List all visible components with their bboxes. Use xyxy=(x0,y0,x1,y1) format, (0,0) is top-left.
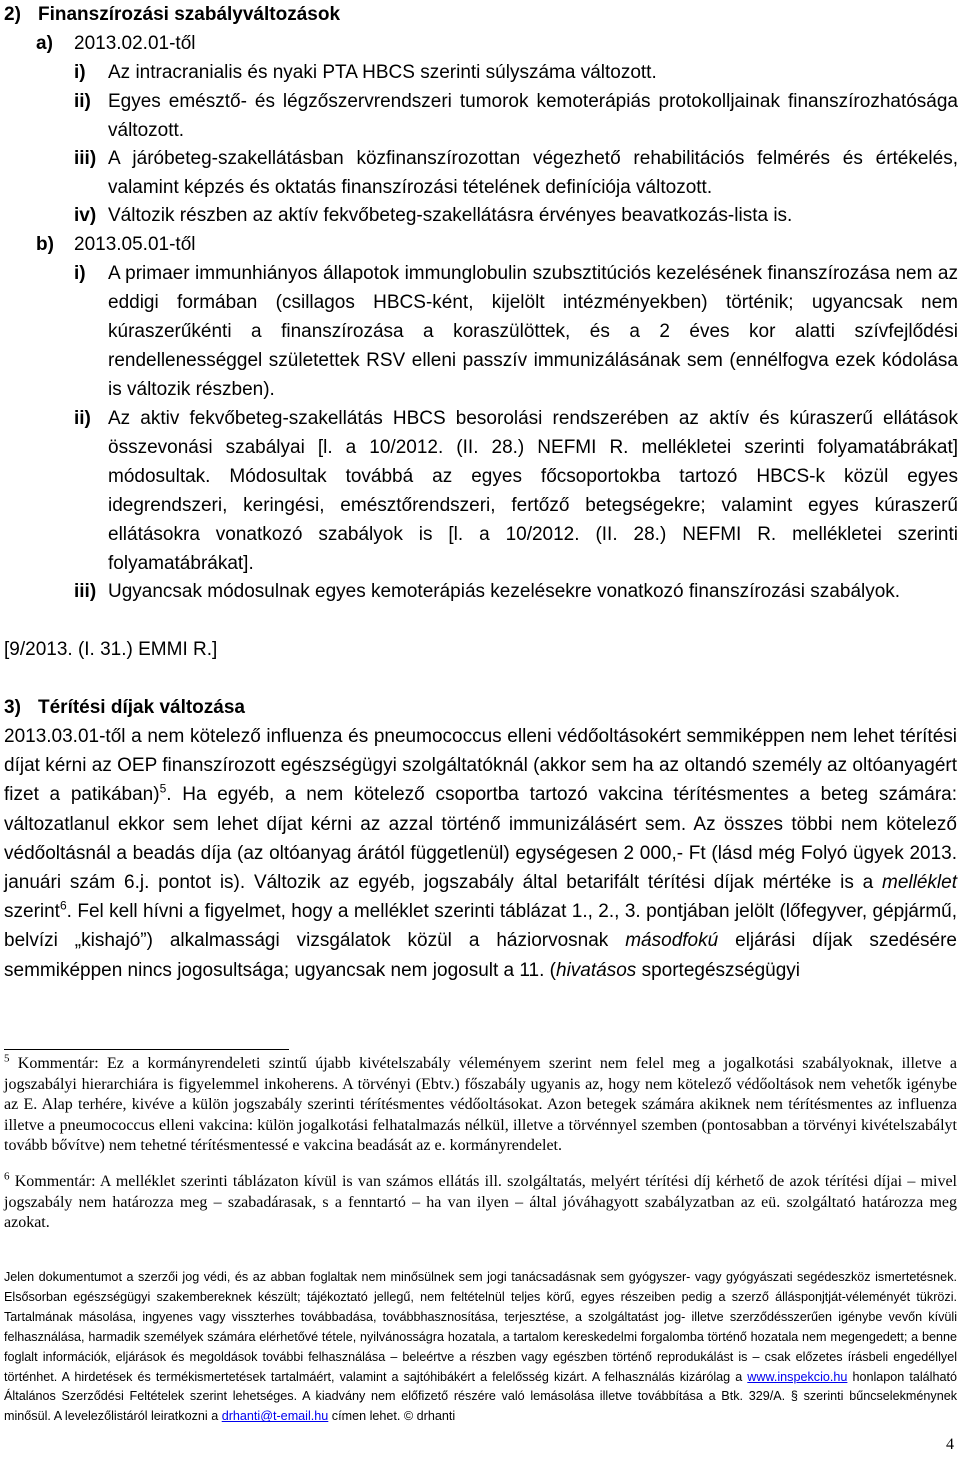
paragraph-text: szerint xyxy=(4,901,60,923)
copyright-notice xyxy=(4,1268,957,1427)
footnote-number: 5 xyxy=(4,1052,10,1065)
footnote-6 xyxy=(4,1172,957,1234)
notice-text: honlapon található Általános Szerződési Feltételek szerint lehetséges. A kiadvány nem előfizető részére való lemásolása illetve továbbítása a Btk. 329/A. § szerinti bűncselekménynek minősül. A levelezőlistáról leiratkozni a xyxy=(4,1369,957,1424)
legal-source: [9/2013. (I. 31.) EMMI R.] xyxy=(4,639,218,660)
paragraph-text: eljárási díjak szedésére semmiképpen nincs jogosultsága; ugyancsak nem jogosult a 11. ( xyxy=(4,930,957,981)
subsection-b xyxy=(4,230,954,259)
footnote-text: Kommentár: A melléklet szerinti táblázaton kívül is van számos ellátás ill. szolgáltatás, melyért térítési díj kérhető de azok térítési díjai – mivel jogszabály nem határozza meg – szabadárasak, s a fenntartó – ha van ilyen – által jóváhagyott szabályzatban az eü. szolgáltató határozza meg azokat. xyxy=(4,1173,957,1231)
page-number: 4 xyxy=(946,1436,954,1453)
list-item xyxy=(40,201,958,230)
item-number: iii) xyxy=(74,148,97,169)
footnote-separator xyxy=(4,1049,289,1050)
footnote-5 xyxy=(4,1054,957,1157)
item-text: Az aktiv fekvőbeteg-szakellátás HBCS besorolási rendszerében az aktív és kúraszerű ellátások összevonási szabályai [l. a 10/2012. (II. 28.) NEFMI R. mellékletei szerinti folyamatábrákat] módosultak. Módosultak továbbá az egyes főcsoportokba tartozó HBCS-k közül egyes idegrendszeri, keringési, emésztőrendszeri, fertőző betegségekre; valamint egyes kúraszerű ellátásokra vonatkozó szabályok is [l. a 10/2012. (II. 28.) NEFMI R. mellékletei szerinti folyamatábrákat]. xyxy=(108,408,958,574)
item-number: iii) xyxy=(74,581,97,602)
list-item xyxy=(40,144,958,202)
item-text: A járóbeteg-szakellátásban közfinanszírozottan végezhető rehabilitációs felmérés és értékelés, valamint képzés és oktatás finanszírozási tételének definíciója változott. xyxy=(108,148,958,198)
italic-term: másodfokú xyxy=(625,930,719,952)
list-item xyxy=(40,404,958,578)
item-number: i) xyxy=(74,62,86,83)
subsection-date: 2013.05.01-től xyxy=(74,234,196,255)
subsection-a xyxy=(4,29,954,58)
paragraph-text: . Ha egyéb, a nem kötelező csoportba tartozó vakcina térítésmentes a beteg számára: változatlanul ekkor sem lehet díjat kérni az azzal történő immunizálásért sem. Az összes többi nem kötelező védőoltásnál a beadás díja (az oltóanyag árától függetlenül) egységesen 2 000,- Ft (lásd még Folyó ügyek 2013. januári szám 6.j. pontot is). Változik az egyéb, jogszabály által betarifált térítési díjak mértéke is a xyxy=(4,784,958,894)
paragraph-text: sportegészségügyi xyxy=(636,959,801,981)
item-number: ii) xyxy=(74,408,91,429)
item-number: i) xyxy=(74,263,86,284)
item-number: ii) xyxy=(74,91,91,112)
list-item xyxy=(40,58,958,87)
item-text: Ugyancsak módosulnak egyes kemoterápiás kezelésekre vonatkozó finanszírozási szabályok. xyxy=(108,581,901,602)
item-text: Egyes emésztő- és légzőszervrendszeri tumorok kemoterápiás protokolljainak finanszírozhatósága változott. xyxy=(108,91,958,141)
item-text: A primaer immunhiányos állapotok immunglobulin szubsztitúciós kezelésének finanszírozása nem az eddigi formában (csillagos HBCS-ként, kijelölt intézményekben) történik; ugyancsak nem kúraszerűkénti a finanszírozása a koraszülöttek, és a 2 éves kor alatti szívfejlődési rendellenességgel születettek RSV elleni passzív immunizálásának sem (ennélfogva ezek kódolása is változik részben). xyxy=(108,263,958,400)
footnote-ref-6[interactable]: 6 xyxy=(59,898,67,913)
inspekcio-link[interactable]: www.inspekcio.hu xyxy=(747,1369,848,1384)
notice-text: címen lehet. © drhanti xyxy=(328,1409,456,1424)
subsection-label: a) xyxy=(36,33,53,54)
paragraph-text: 2013.03.01-től a nem kötelező influenza és pneumococcus elleni védőoltásokért semmiképpen nem lehet térítési díjat kérni az OEP finanszírozott egészségügyi szolgáltatóknál (akkor sem ha az oltandó személy az oltóanyagért fizet a patikában) xyxy=(4,726,957,806)
section-3-paragraph xyxy=(4,722,957,985)
section-title: Finanszírozási szabályváltozások xyxy=(38,4,341,25)
notice-text: Jelen dokumentumot a szerzői jog védi, és az abban foglaltak nem minősülnek sem jogi tanácsadásnak sem gyógyszer- vagy gyógyászati segédeszköz ismertetésnek. Elsősorban egészségügyi szakembereknek készült; tájékoztató jellegű, nem feltételnül teljes körű, egyes részeiben pedig a szerző állásponjtját-véleményét tükrözi. Tartalmának másolása, ingyenes vagy visszterhes továbbadása, továbbhasznosítása, terjesztése, a szolgáltatást jog- illetve szerződésszerűen igénybe vevőn kívüli felhasználása, harmadik személyek számára elérhetővé tétele, nyilvánosságra hozatala, a tartalom kereskedelmi forgalomba történő hozatala nem megengedett; a benne foglalt információk, eljárások és megoldások további felhasználása – beleértve a részben vagy egészben történő reprodukálást is – csak előzetes írásbeli engedéllyel történhet. A hirdetések és termékismertetések tartalmáért, valamint a sajtóhibákért a felelősség kizárt. A felhasználás kizárólag a xyxy=(4,1270,957,1384)
footnote-text: Kommentár: Ez a kormányrendeleti szintű újabb kivételszabály véleményem szerint nem felel meg a jogalkotási szabályoknak, illetve a jogszabályi hierarchiára is figyelemmel inkoherens. A törvényi (Ebtv.) főszabály ugyanis az, hogy nem kötelező védőoltások nem vehetők igénybe az E. Alap terhére, kivéve a külön jogszabály szerinti térítésmentes védőoltásokat. Azon betegek számára akiknek nem térítésmentes az influenza illetve a pneumococcus elleni vakcina: külön jogalkotási felhatalmazás nélkül, illetve a törvénnyel szemben (pontosabban a törvényi kivételszabályt tovább bővítve) nem tehetné térítésmentessé e vakcina beadását az e. kormányrendelet. xyxy=(4,1055,957,1154)
italic-term: hivatásos xyxy=(556,959,637,981)
section-number: 2) xyxy=(4,4,21,25)
footnote-ref-5[interactable]: 5 xyxy=(159,782,167,797)
section-3-heading xyxy=(4,693,954,722)
list-item xyxy=(40,259,958,404)
subsection-label: b) xyxy=(36,234,54,255)
section-2-heading xyxy=(4,0,954,29)
footnote-number: 6 xyxy=(4,1170,10,1183)
item-text: Változik részben az aktív fekvőbeteg-szakellátásra érvényes beavatkozás-lista is. xyxy=(108,205,793,226)
list-item xyxy=(40,577,958,606)
item-number: iv) xyxy=(74,205,97,226)
list-item xyxy=(40,87,958,145)
paragraph-text: . Fel kell hívni a figyelmet, hogy a melléklet szerinti táblázat 1., 2., 3. pontjában jelölt (lőfegyver, gépjármű, belvízi „kishajó”) alkalmassági vizsgálatok közül a háziorvosnak xyxy=(4,901,957,952)
email-link[interactable]: drhanti@t-email.hu xyxy=(221,1409,329,1424)
item-text: Az intracranialis és nyaki PTA HBCS szerinti súlyszáma változott. xyxy=(108,62,657,83)
section-title: Térítési díjak változása xyxy=(38,697,245,718)
section-number: 3) xyxy=(4,697,21,718)
italic-term: melléklet xyxy=(882,872,957,894)
subsection-date: 2013.02.01-től xyxy=(74,33,196,54)
